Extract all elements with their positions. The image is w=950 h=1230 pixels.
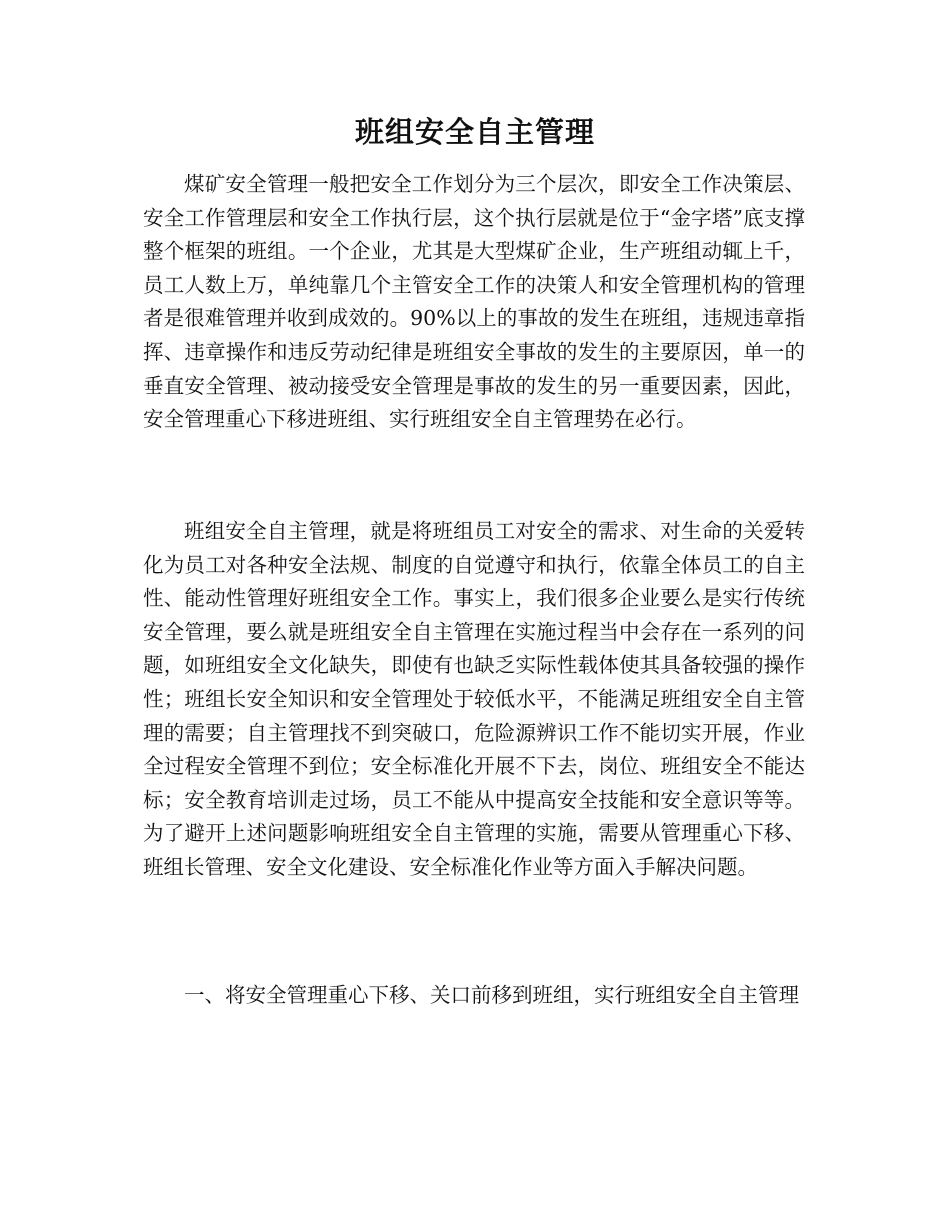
section-heading-1: 一、将安全管理重心下移、关口前移到班组，实行班组安全自主管理 <box>184 983 799 1007</box>
paragraph-intro: 煤矿安全管理一般把安全工作划分为三个层次，即安全工作决策层、安全工作管理层和安全工作执行层，这个执行层就是位于“金字塔”底支撑整个框架的班组。一个企业，尤其是大型煤矿企业，生产班组动辄上千，员工人数上万，单纯靠几个主管安全工作的决策人和安全管理机构的管理者是很难管理并收到成效的。90%以上的事故的发生在班组，违规违章指挥、违章操作和违反劳动纪律是班组安全事故的发生的主要原因，单一的垂直安全管理、被动接受安全管理是事故的发生的另一重要因素，因此，安全管理重心下移进班组、实行班组安全自主管理势在必行。 <box>143 172 805 432</box>
paragraph-definition: 班组安全自主管理，就是将班组员工对安全的需求、对生命的关爱转化为员工对各种安全法规、制度的自觉遵守和执行，依靠全体员工的自主性、能动性管理好班组安全工作。事实上，我们很多企业要么是实行传统安全管理，要么就是班组安全自主管理在实施过程当中会存在一系列的问题，如班组安全文化缺失，即使有也缺乏实际性载体使其具备较强的操作性；班组长安全知识和安全管理处于较低水平，不能满足班组安全自主管理的需要；自主管理找不到突破口，危险源辨识工作不能切实开展，作业全过程安全管理不到位；安全标准化开展不下去，岗位、班组安全不能达标；安全教育培训走过场，员工不能从中提高安全技能和安全意识等等。为了避开上述问题影响班组安全自主管理的实施，需要从管理重心下移、班组长管理、安全文化建设、安全标准化作业等方面入手解决问题。 <box>143 519 805 879</box>
document-title: 班组安全自主管理 <box>354 115 595 149</box>
